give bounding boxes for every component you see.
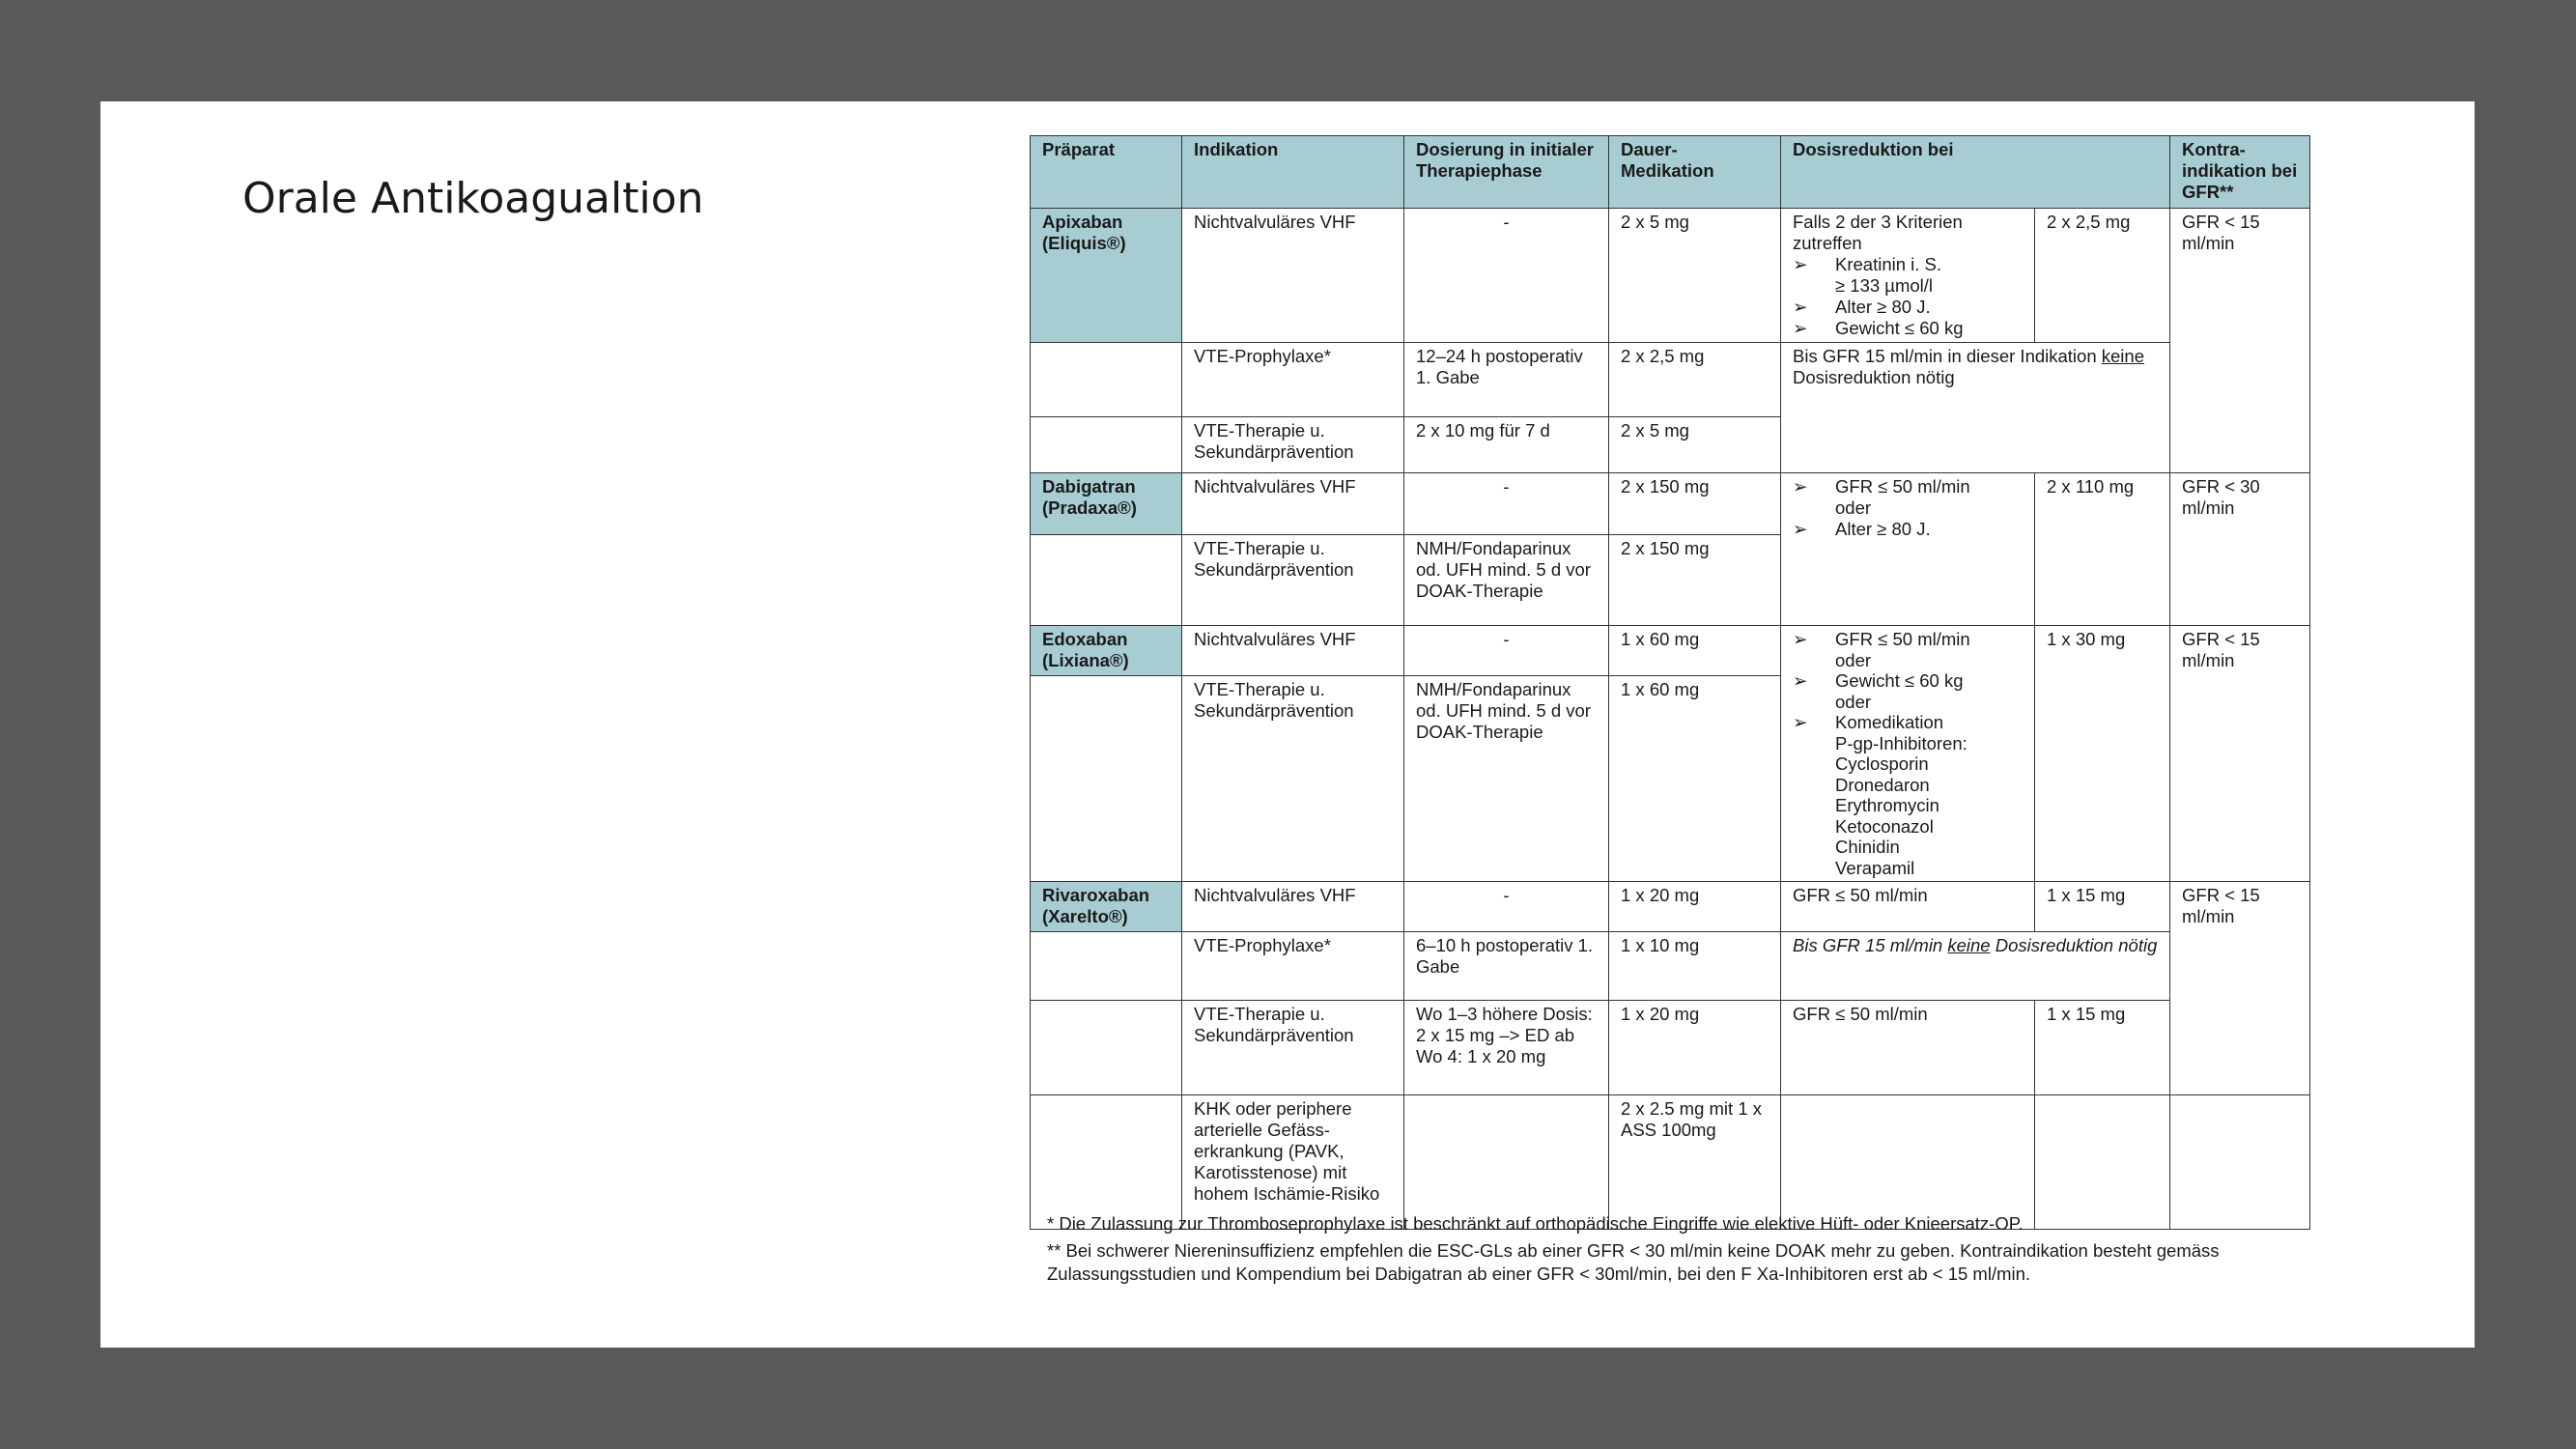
empty-cell bbox=[1781, 1095, 2035, 1230]
maintenance-cell: 2 x 5 mg bbox=[1609, 417, 1781, 473]
criterion-text: Verapamil bbox=[1835, 857, 1915, 878]
bullet-item bbox=[1793, 712, 2023, 733]
drug-apixaban: Apixaban (Eliquis®) bbox=[1031, 209, 1182, 343]
table-row bbox=[1031, 1001, 2310, 1095]
header-kontra: Kontra-indikation bei GFR** bbox=[2170, 136, 2310, 209]
dosing-cell: NMH/Fondaparinux od. UFH mind. 5 d vor DOAK-Therapie bbox=[1404, 535, 1609, 626]
bullet-arrow-icon: ➢ bbox=[1793, 629, 1808, 649]
maintenance-cell: 1 x 60 mg bbox=[1609, 676, 1781, 882]
header-dosisreduktion: Dosisreduktion bei bbox=[1781, 136, 2170, 209]
criterion-text: Alter ≥ 80 J. bbox=[1835, 297, 1931, 317]
criterion-text: Alter ≥ 80 J. bbox=[1835, 519, 1931, 539]
bullet-arrow-icon: ➢ bbox=[1793, 318, 1808, 338]
empty-cell bbox=[1031, 417, 1182, 473]
bullet-arrow-icon: ➢ bbox=[1793, 254, 1808, 274]
empty-cell bbox=[2170, 1095, 2310, 1230]
indication-cell: VTE-Prophylaxe* bbox=[1182, 343, 1404, 417]
reduction-cell bbox=[1781, 626, 2035, 882]
reduced-dose-cell: 1 x 15 mg bbox=[2035, 882, 2170, 932]
criterion-text: Komedikation bbox=[1835, 712, 1944, 732]
table-row bbox=[1031, 473, 2310, 535]
empty-cell bbox=[2035, 1095, 2170, 1230]
maintenance-cell: 2 x 2.5 mg mit 1 x ASS 100mg bbox=[1609, 1095, 1781, 1230]
dosing-cell: 12–24 h postoperativ 1. Gabe bbox=[1404, 343, 1609, 417]
reduction-cell: GFR ≤ 50 ml/min bbox=[1781, 1001, 2035, 1095]
footnotes bbox=[1047, 1212, 2312, 1290]
indication-cell: VTE-Therapie u. Sekundärprävention bbox=[1182, 1001, 1404, 1095]
criterion-text: oder bbox=[1835, 691, 1872, 712]
indication-cell: Nichtvalvuläres VHF bbox=[1182, 882, 1404, 932]
criterion-text: GFR ≤ 50 ml/min bbox=[1835, 476, 1970, 497]
dosing-cell: Wo 1–3 höhere Dosis: 2 x 15 mg –> ED ab Wo 4: 1 x 20 mg bbox=[1404, 1001, 1609, 1095]
bullet-item bbox=[1793, 254, 2023, 275]
empty-cell bbox=[1031, 1095, 1182, 1230]
contraindication-cell: GFR < 30 ml/min bbox=[2170, 473, 2310, 626]
reduction-cell: GFR ≤ 50 ml/min bbox=[1781, 882, 2035, 932]
reduced-dose-cell: 1 x 15 mg bbox=[2035, 1001, 2170, 1095]
dosing-cell: - bbox=[1404, 626, 1609, 676]
bullet-item bbox=[1793, 629, 2023, 650]
table-row bbox=[1031, 1095, 2310, 1230]
drug-edoxaban: Edoxaban (Lixiana®) bbox=[1031, 626, 1182, 676]
empty-cell bbox=[1404, 1095, 1609, 1230]
empty-cell bbox=[1031, 676, 1182, 882]
maintenance-cell: 1 x 20 mg bbox=[1609, 882, 1781, 932]
slide-title: Orale Antikoagualtion bbox=[242, 174, 704, 223]
footnote-2: ** Bei schwerer Niereninsuffizienz empfehlen die ESC-GLs ab einer GFR < 30 ml/min keine DOAK mehr zu geben. Kontraindikation besteht gemäss Zulassungsstudien und Kompendium bei Dabigatran ab einer GFR < 30ml/min, bei den F Xa-Inhibitoren erst ab < 15 ml/min. bbox=[1047, 1240, 2220, 1284]
bullet-item bbox=[1793, 318, 2023, 339]
table-row bbox=[1031, 882, 2310, 932]
reduction-cell bbox=[1781, 343, 2170, 473]
maintenance-cell: 2 x 150 mg bbox=[1609, 535, 1781, 626]
dosing-cell: - bbox=[1404, 209, 1609, 343]
reduction-text: Dosisreduktion nötig bbox=[1793, 367, 1955, 387]
indication-cell: VTE-Therapie u. Sekundärprävention bbox=[1182, 535, 1404, 626]
indication-cell: VTE-Prophylaxe* bbox=[1182, 932, 1404, 1001]
reduction-intro: Falls 2 der 3 Kriterien zutreffen bbox=[1793, 212, 1963, 253]
table-header-row bbox=[1031, 136, 2310, 209]
dosing-cell: NMH/Fondaparinux od. UFH mind. 5 d vor DOAK-Therapie bbox=[1404, 676, 1609, 882]
criterion-text: Erythromycin bbox=[1835, 795, 1939, 815]
reduced-dose-cell: 2 x 110 mg bbox=[2035, 473, 2170, 626]
empty-cell bbox=[1031, 343, 1182, 417]
contraindication-cell: GFR < 15 ml/min bbox=[2170, 209, 2310, 473]
header-indikation: Indikation bbox=[1182, 136, 1404, 209]
reduced-dose-cell: 2 x 2,5 mg bbox=[2035, 209, 2170, 343]
table-row bbox=[1031, 932, 2310, 1001]
criterion-text: Cyclosporin bbox=[1835, 753, 1929, 774]
reduction-text: Dosisreduktion nötig bbox=[1990, 935, 2158, 955]
contraindication-cell: GFR < 15 ml/min bbox=[2170, 626, 2310, 882]
maintenance-cell: 1 x 20 mg bbox=[1609, 1001, 1781, 1095]
bullet-arrow-icon: ➢ bbox=[1793, 476, 1808, 497]
criterion-text: oder bbox=[1835, 649, 1872, 670]
reduction-keine: keine bbox=[2101, 346, 2144, 366]
dosing-cell: - bbox=[1404, 882, 1609, 932]
bullet-arrow-icon: ➢ bbox=[1793, 670, 1808, 691]
table-row bbox=[1031, 343, 2310, 417]
maintenance-cell: 1 x 10 mg bbox=[1609, 932, 1781, 1001]
empty-cell bbox=[1031, 535, 1182, 626]
bullet-item bbox=[1793, 519, 2023, 540]
header-dauer: Dauer-Medikation bbox=[1609, 136, 1781, 209]
reduced-dose-cell: 1 x 30 mg bbox=[2035, 626, 2170, 882]
indication-cell: Nichtvalvuläres VHF bbox=[1182, 473, 1404, 535]
bullet-item bbox=[1793, 476, 2023, 497]
criterion-text: Gewicht ≤ 60 kg bbox=[1835, 318, 1964, 338]
reduction-keine: keine bbox=[1947, 935, 1991, 955]
reduction-text: Bis GFR 15 ml/min in dieser Indikation bbox=[1793, 346, 2097, 366]
dosing-cell: 6–10 h postoperativ 1. Gabe bbox=[1404, 932, 1609, 1001]
criterion-text: P-gp-Inhibitoren: bbox=[1835, 732, 1967, 753]
criterion-text: Chinidin bbox=[1835, 837, 1900, 857]
bullet-arrow-icon: ➢ bbox=[1793, 519, 1808, 539]
maintenance-cell: 1 x 60 mg bbox=[1609, 626, 1781, 676]
reduction-cell bbox=[1781, 473, 2035, 626]
slide bbox=[100, 101, 2475, 1348]
criterion-text: ≥ 133 µmol/l bbox=[1835, 275, 1934, 296]
maintenance-cell: 2 x 5 mg bbox=[1609, 209, 1781, 343]
indication-cell: KHK oder periphere arterielle Gefäss-erkrankung (PAVK, Karotisstenose) mit hohem Ischämie-Risiko bbox=[1182, 1095, 1404, 1230]
bullet-arrow-icon: ➢ bbox=[1793, 712, 1808, 732]
footnote-1: * Die Zulassung zur Thromboseprophylaxe ist beschränkt auf orthopädische Eingriffe wie elektive Hüft- oder Knieersatz-OP. bbox=[1047, 1213, 2024, 1234]
reduction-text: Bis GFR 15 ml/min bbox=[1793, 935, 1948, 955]
table-row bbox=[1031, 209, 2310, 343]
reduction-cell bbox=[1781, 932, 2170, 1001]
indication-cell: VTE-Therapie u. Sekundärprävention bbox=[1182, 417, 1404, 473]
table-row bbox=[1031, 626, 2310, 676]
drug-rivaroxaban: Rivaroxaban (Xarelto®) bbox=[1031, 882, 1182, 932]
indication-cell: VTE-Therapie u. Sekundärprävention bbox=[1182, 676, 1404, 882]
indication-cell: Nichtvalvuläres VHF bbox=[1182, 626, 1404, 676]
bullet-arrow-icon: ➢ bbox=[1793, 297, 1808, 317]
empty-cell bbox=[1031, 932, 1182, 1001]
criterion-text: Dronedaron bbox=[1835, 774, 1930, 795]
maintenance-cell: 2 x 2,5 mg bbox=[1609, 343, 1781, 417]
bullet-item bbox=[1793, 297, 2023, 318]
maintenance-cell: 2 x 150 mg bbox=[1609, 473, 1781, 535]
dosing-cell: 2 x 10 mg für 7 d bbox=[1404, 417, 1609, 473]
header-praeparat: Präparat bbox=[1031, 136, 1182, 209]
empty-cell bbox=[1031, 1001, 1182, 1095]
criterion-text: GFR ≤ 50 ml/min bbox=[1835, 629, 1970, 649]
header-dosierung: Dosierung in initialer Therapiephase bbox=[1404, 136, 1609, 209]
drug-dabigatran: Dabigatran (Pradaxa®) bbox=[1031, 473, 1182, 535]
criterion-text: Gewicht ≤ 60 kg bbox=[1835, 670, 1964, 691]
indication-cell: Nichtvalvuläres VHF bbox=[1182, 209, 1404, 343]
bullet-item bbox=[1793, 670, 2023, 692]
dosing-cell: - bbox=[1404, 473, 1609, 535]
contraindication-cell: GFR < 15 ml/min bbox=[2170, 882, 2310, 1095]
reduction-cell bbox=[1781, 209, 2035, 343]
criterion-text: Kreatinin i. S. bbox=[1835, 254, 1942, 274]
criterion-text: Ketoconazol bbox=[1835, 815, 1934, 837]
anticoagulation-table bbox=[1030, 135, 2310, 1230]
criterion-text: oder bbox=[1835, 497, 1872, 518]
